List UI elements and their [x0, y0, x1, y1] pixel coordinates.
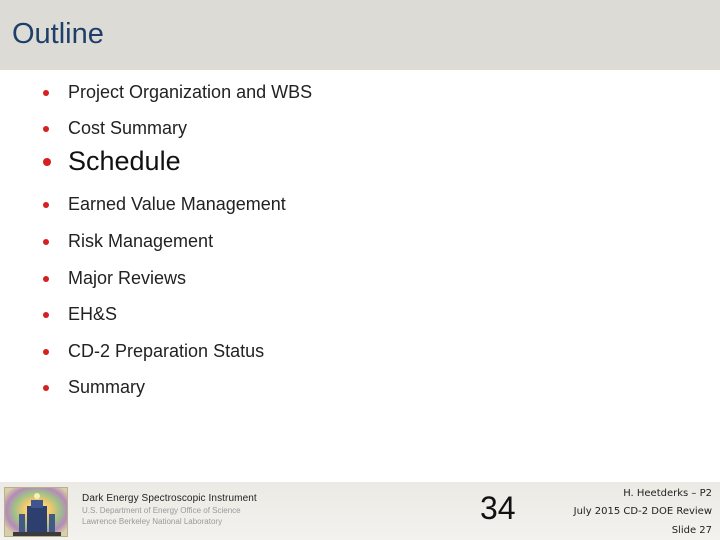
footer-slide-label: Slide 27 — [671, 525, 712, 536]
bullet-item — [23, 231, 213, 252]
content-panel — [23, 70, 720, 482]
bullet-text: Cost Summary — [68, 118, 188, 138]
page-number: 34 — [480, 490, 516, 526]
footer-event: July 2015 CD-2 DOE Review — [573, 506, 712, 517]
bullet-text: Project Organization and WBS — [68, 82, 313, 102]
bullet-item — [23, 341, 264, 362]
bullet-item — [23, 377, 145, 398]
bullet-text: Major Reviews — [68, 268, 187, 288]
bullet-item-emphasized — [23, 146, 181, 177]
bullet-text: Earned Value Management — [68, 194, 286, 214]
footer-institution: Dark Energy Spectroscopic Instrument — [82, 493, 257, 504]
bullet-icon — [43, 239, 49, 245]
bullet-text: Schedule — [68, 146, 181, 176]
bullet-text: Risk Management — [68, 231, 214, 251]
desi-logo-icon — [4, 487, 68, 537]
footer-department: U.S. Department of Energy Office of Science — [82, 506, 241, 515]
slide-title: Outline — [12, 18, 104, 50]
title-bar — [0, 0, 720, 70]
bullet-icon — [43, 126, 49, 132]
bullet-item — [23, 304, 117, 325]
footer-lab: Lawrence Berkeley National Laboratory — [82, 517, 223, 526]
bullet-icon — [43, 276, 49, 282]
bullet-item — [23, 268, 186, 289]
bullet-icon — [43, 349, 49, 355]
bullet-text: Summary — [68, 377, 146, 397]
bullet-item — [23, 82, 312, 103]
bullet-item — [23, 194, 286, 215]
bullet-icon — [43, 385, 49, 391]
bullet-icon — [43, 158, 51, 166]
bullet-text: EH&S — [68, 304, 118, 324]
bullet-icon — [43, 202, 49, 208]
bullet-icon — [43, 90, 49, 96]
bullet-item — [23, 118, 187, 139]
bullet-icon — [43, 312, 49, 318]
bullet-text: CD-2 Preparation Status — [68, 341, 265, 361]
footer-presenter: H. Heetderks – P2 — [623, 488, 712, 499]
